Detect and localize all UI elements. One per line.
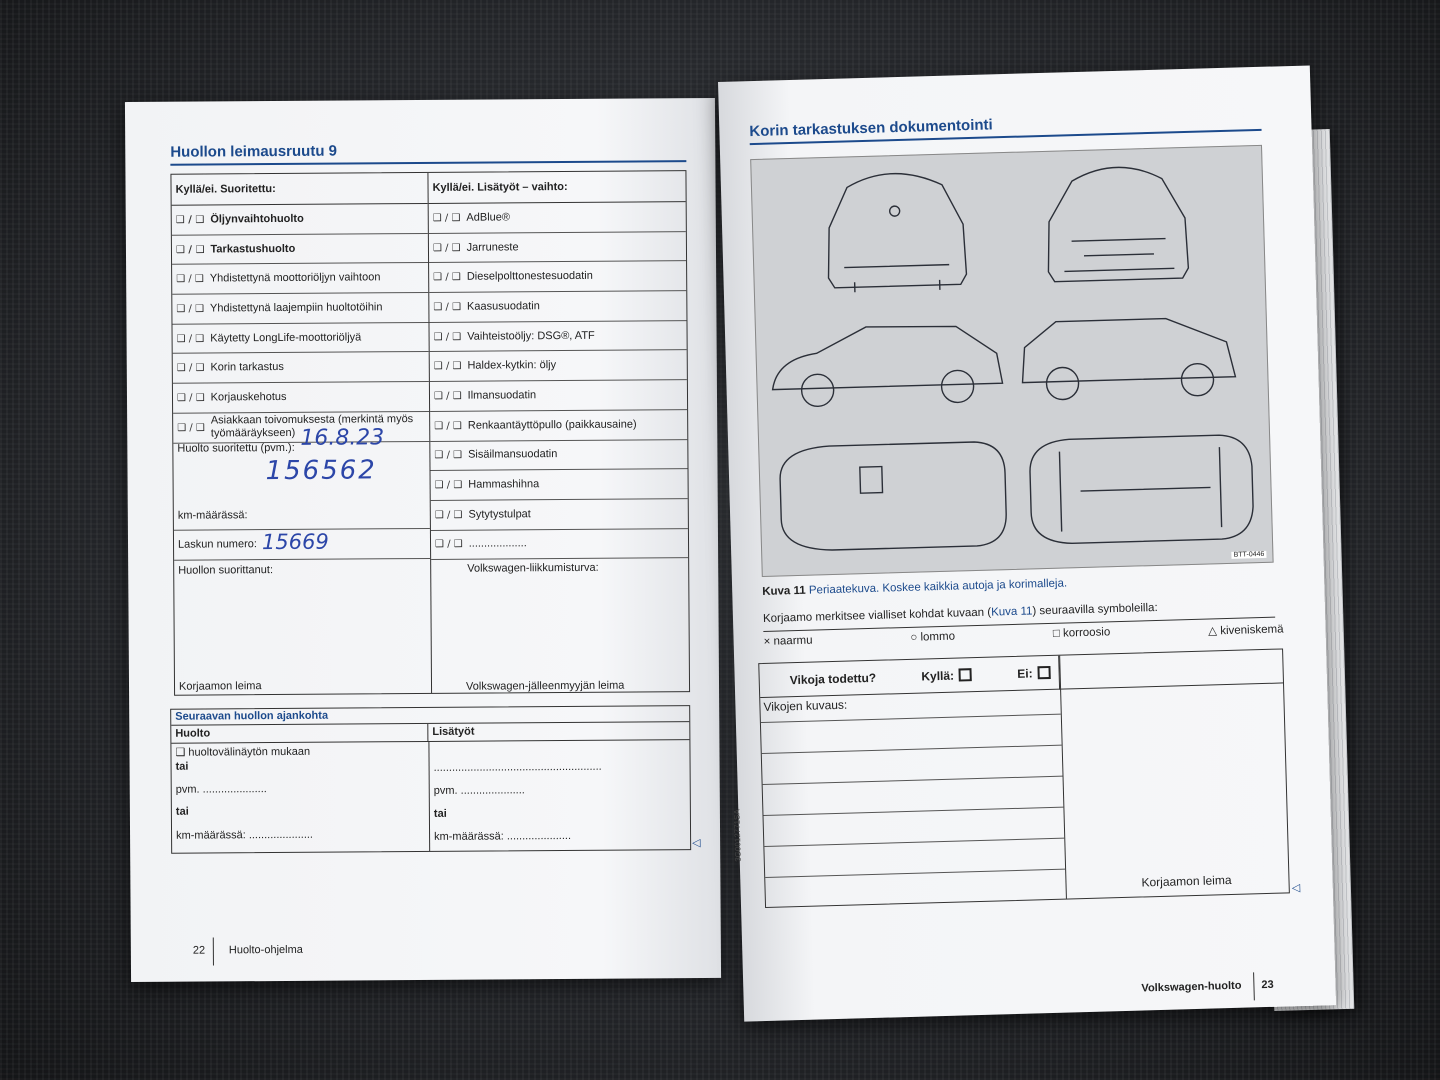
intro-text: Korjaamo merkitsee vialliset kohdat kuvaan ( bbox=[762, 606, 992, 625]
extra-work-item-label: Vaihteistoöljy: DSG®, ATF bbox=[467, 329, 595, 343]
continue-arrow-icon: ◁ bbox=[692, 837, 701, 850]
symbol-stone-chip: △ kiveniskemä bbox=[1208, 623, 1284, 638]
car-side-hatch bbox=[1021, 317, 1236, 383]
yes-no-checkbox[interactable]: ❑ / ❑ bbox=[434, 420, 462, 432]
intro-text: ) seuraavilla symboleilla: bbox=[1032, 601, 1158, 618]
yes-no-checkbox[interactable]: ❑ / ❑ bbox=[176, 333, 205, 345]
yes-no-checkbox[interactable]: ❑ / ❑ bbox=[176, 362, 205, 374]
yes-no-checkbox[interactable]: ❑ / ❑ bbox=[176, 303, 205, 315]
performed-item-label: Korjauskehotus bbox=[210, 390, 287, 404]
performed-row bbox=[172, 323, 428, 354]
invoice-label: Laskun numero: bbox=[177, 538, 257, 551]
performed-row bbox=[173, 382, 429, 413]
yes-no-checkbox[interactable]: ❑ / ❑ bbox=[432, 212, 461, 224]
extra-work-row bbox=[429, 232, 686, 263]
car-body-diagram bbox=[750, 145, 1273, 577]
page-number: 22 bbox=[192, 944, 206, 957]
extra-work-item-label: Kaasusuodatin bbox=[466, 300, 540, 313]
performers-label: Huollon suorittanut: bbox=[178, 564, 274, 577]
performed-row bbox=[172, 293, 428, 324]
yes-no-checkbox[interactable]: ❑ / ❑ bbox=[434, 509, 463, 521]
performed-item-label: Öljynvaihtohuolto bbox=[210, 212, 304, 226]
extra-work-item-label: Ilmansuodatin bbox=[467, 389, 537, 402]
vw-stamp-label: Volkswagen-jälleenmyyjän leima bbox=[465, 679, 625, 693]
handwritten-invoice: 15669 bbox=[261, 529, 329, 555]
caption-number: Kuva 11 bbox=[762, 584, 806, 598]
continue-arrow-icon: ◁ bbox=[1291, 882, 1301, 895]
yes-no-checkbox[interactable]: ❑ / ❑ bbox=[433, 390, 462, 402]
yes-no-checkbox[interactable]: ❑ / ❑ bbox=[434, 450, 463, 462]
stamp-header-cell bbox=[1059, 649, 1284, 689]
next-service-title: Seuraavan huollon ajankohta bbox=[171, 706, 689, 726]
description-line[interactable] bbox=[762, 745, 1062, 754]
performed-row bbox=[173, 352, 429, 383]
page-title: Huollon leimausruutu 9 bbox=[170, 142, 338, 161]
description-label: Vikojen kuvaus: bbox=[763, 697, 848, 714]
extra-work-item-label: Jarruneste bbox=[466, 240, 519, 254]
yes-no-checkbox[interactable]: ❑ / ❑ bbox=[176, 273, 204, 285]
performed-item-label: Asiakkaan toivomuksesta (merkintä myös työmääräykseen) bbox=[210, 413, 414, 440]
by-indicator-option: ❑ huoltovälinäytön mukaan bbox=[175, 745, 311, 759]
extra-work-row bbox=[429, 321, 686, 352]
performed-row bbox=[172, 263, 428, 294]
performed-item-label: Tarkastushuolto bbox=[210, 242, 296, 256]
defects-question: Vikoja todettu? bbox=[789, 670, 877, 687]
extra-work-row bbox=[431, 469, 688, 500]
performed-column bbox=[171, 173, 432, 695]
extra-work-item-label: Dieselpolttonestesuodatin bbox=[466, 270, 593, 283]
handwritten-date: 16.8.23 bbox=[300, 425, 385, 451]
car-front-view bbox=[1046, 165, 1189, 281]
yes-no-checkbox[interactable]: ❑ / ❑ bbox=[433, 331, 462, 343]
next-service-col-extra: Lisätyöt bbox=[428, 722, 689, 742]
defects-table bbox=[758, 648, 1290, 908]
yes-label: Kyllä: bbox=[921, 668, 955, 684]
extra-work-row bbox=[430, 380, 687, 411]
next-service-col-service: Huolto bbox=[171, 724, 428, 744]
km-field: km-määrässä: ..................... bbox=[434, 829, 572, 843]
diagram-code: BTT-0446 bbox=[1233, 550, 1265, 559]
performed-row bbox=[172, 204, 428, 235]
date-field: pvm. ..................... bbox=[175, 783, 267, 796]
extra-work-item-label: Sytytystulpat bbox=[468, 507, 531, 521]
footer-label: Huolto-ohjelma bbox=[228, 943, 303, 957]
yes-no-checkbox[interactable]: ❑ / ❑ bbox=[433, 301, 462, 313]
car-rear-view bbox=[826, 172, 967, 288]
yes-no-checkbox[interactable]: ❑ / ❑ bbox=[434, 539, 463, 551]
km-label: km-määrässä: bbox=[177, 509, 248, 522]
yes-no-checkbox[interactable]: ❑ / ❑ bbox=[434, 479, 463, 491]
emblem bbox=[890, 206, 900, 216]
yes-no-checkbox[interactable]: ❑ / ❑ bbox=[433, 361, 462, 373]
service-date-label: Huolto suoritettu (pvm.): bbox=[177, 441, 295, 455]
km-field: km-määrässä: ..................... bbox=[176, 828, 314, 842]
page-title: Korin tarkastuksen dokumentointi bbox=[749, 116, 993, 141]
defects-question-row bbox=[759, 656, 1060, 698]
left-page bbox=[125, 98, 721, 982]
date-field: pvm. ..................... bbox=[433, 784, 525, 797]
performed-item-label: Korin tarkastus bbox=[210, 361, 284, 374]
yes-no-checkbox[interactable]: ❑ / ❑ bbox=[176, 392, 205, 404]
extra-work-row bbox=[431, 499, 688, 530]
symbol-scratch: × naarmu bbox=[763, 634, 813, 648]
extra-work-item-label: ................... bbox=[468, 537, 527, 551]
page-number: 23 bbox=[1261, 978, 1274, 992]
yes-no-checkbox[interactable]: ❑ / ❑ bbox=[177, 422, 205, 434]
performed-item-label: Käytetty LongLife-moottoriöljyä bbox=[210, 331, 362, 345]
spine-code: 3G0012771SA bbox=[732, 809, 743, 862]
extra-work-row bbox=[430, 440, 687, 471]
or-label: tai bbox=[175, 805, 189, 818]
no-label: Ei: bbox=[1017, 665, 1033, 681]
next-service-table bbox=[170, 705, 691, 854]
or-label: tai bbox=[433, 807, 447, 820]
extra-work-row bbox=[429, 202, 686, 233]
description-line[interactable] bbox=[763, 807, 1063, 816]
symbols-legend bbox=[763, 621, 1283, 650]
caption-text: Periaatekuva. Koskee kaikkia autoja ja korimalleja. bbox=[808, 577, 1068, 597]
extra-dots: ....................................................... bbox=[433, 760, 602, 774]
handwritten-km: 156562 bbox=[265, 455, 377, 487]
description-line[interactable] bbox=[761, 714, 1061, 723]
figure-link[interactable]: Kuva 11 bbox=[990, 605, 1033, 619]
extra-work-item-label: Renkaantäyttöpullo (paikkausaine) bbox=[467, 418, 637, 432]
performed-row bbox=[172, 234, 428, 265]
extra-work-row bbox=[429, 262, 686, 293]
right-page bbox=[718, 65, 1336, 1021]
symbol-dent: ○ lommo bbox=[910, 630, 956, 644]
footer-divider bbox=[1253, 972, 1255, 1000]
extra-work-row bbox=[429, 291, 686, 322]
extra-work-item-label: AdBlue® bbox=[466, 211, 511, 224]
figure-caption bbox=[762, 577, 1067, 598]
workshop-stamp-label: Korjaamon leima bbox=[178, 680, 262, 693]
yes-checkbox[interactable] bbox=[959, 668, 972, 681]
performed-header: Kyllä/ei. Suoritettu: bbox=[171, 173, 427, 206]
description-line[interactable] bbox=[764, 838, 1064, 847]
footer-label: Volkswagen-huolto bbox=[1141, 979, 1242, 995]
divider bbox=[174, 558, 430, 561]
footer-divider bbox=[213, 937, 214, 965]
description-line[interactable] bbox=[765, 869, 1065, 878]
extra-work-column bbox=[428, 171, 689, 693]
or-label: tai bbox=[175, 760, 189, 773]
symbol-corrosion: □ korroosio bbox=[1052, 626, 1111, 640]
yes-no-checkbox[interactable]: ❑ / ❑ bbox=[175, 244, 205, 256]
performed-item-label: Yhdistettynä moottoriöljyn vaihtoon bbox=[209, 271, 381, 285]
car-top-view bbox=[779, 441, 1007, 551]
performed-item-label: Yhdistettynä laajempiin huoltotöihin bbox=[209, 301, 383, 315]
car-outlines bbox=[751, 146, 1274, 578]
extra-work-row bbox=[431, 529, 688, 560]
service-stamp-table bbox=[170, 170, 690, 696]
yes-no-checkbox[interactable]: ❑ / ❑ bbox=[433, 271, 461, 284]
yes-no-checkbox[interactable]: ❑ / ❑ bbox=[175, 214, 205, 226]
extra-work-item-label: Haldex-kytkin: öljy bbox=[467, 359, 557, 372]
divider bbox=[428, 742, 430, 851]
extra-work-item-label: Hammashihna bbox=[468, 478, 540, 491]
no-checkbox[interactable] bbox=[1037, 665, 1050, 678]
divider bbox=[1059, 656, 1067, 899]
description-line[interactable] bbox=[763, 776, 1063, 785]
yes-no-checkbox[interactable]: ❑ / ❑ bbox=[432, 242, 461, 254]
title-rule bbox=[170, 160, 686, 166]
extra-work-row bbox=[430, 410, 687, 441]
extra-work-header: Kyllä/ei. Lisätyöt – vaihto: bbox=[428, 171, 685, 204]
workshop-stamp-label: Korjaamon leima bbox=[1141, 872, 1232, 890]
dealer-label: Volkswagen-liikkumisturva: bbox=[467, 561, 599, 575]
extra-work-item-label: Sisäilmansuodatin bbox=[468, 448, 558, 462]
extra-work-row bbox=[430, 351, 687, 382]
